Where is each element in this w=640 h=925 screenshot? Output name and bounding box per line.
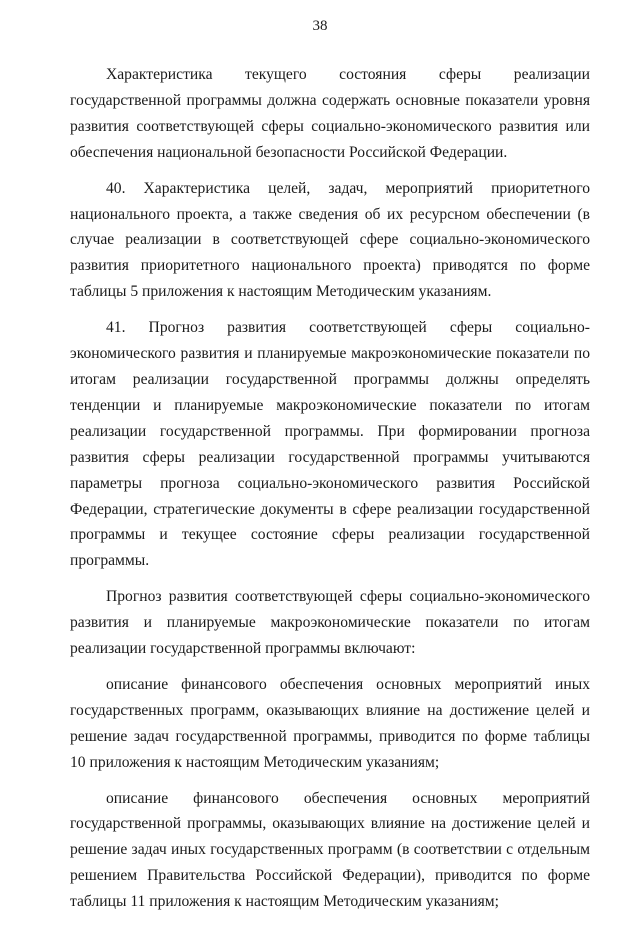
page-number: 38 <box>312 18 328 34</box>
paragraph-current-state: Характеристика текущего состояния сферы реализации государственной программы должна содержать основные показатели уровня развития соответствующей сферы социально-экономического развития или обеспечения национальной безопасности Российской Федерации. <box>70 66 590 161</box>
list-item-program-financing: описание финансового обеспечения основных мероприятий государственной программы, оказывающих влияние на достижение целей и решение задач иных государственных программ (в соответствии с отдельным решением Правительства Российской Федерации), приводится по форме таблицы 11 приложения к настоящим Методическим указаниям; <box>70 789 590 911</box>
paragraph-40: 40. Характеристика целей, задач, мероприятий приоритетного национального проекта, а также сведения об их ресурсном обеспечении (в случае реализации в соответствующей сфере социально-экономического развития приоритетного национального проекта) приводятся по форме таблицы 5 приложения к настоящим Методическим указаниям. <box>70 179 590 301</box>
document-body <box>70 62 590 925</box>
paragraph-41: 41. Прогноз развития соответствующей сферы социально-экономического развития и планируемые макроэкономические показатели по итогам реализации государственной программы должны определять тенденции и планируемые макроэкономические показатели по итогам реализации государственной программы. При формировании прогноза развития сферы реализации государственной программы учитываются параметры прогноза социально-экономического развития Российской Федерации, стратегические документы в сфере реализации государственной программы и текущее состояние сферы реализации государственной программы. <box>70 319 590 570</box>
paragraph-forecast-includes: Прогноз развития соответствующей сферы социально-экономического развития и планируемые макроэкономические показатели по итогам реализации государственной программы включают: <box>70 588 590 658</box>
list-item-other-programs-financing: описание финансового обеспечения основных мероприятий иных государственных программ, оказывающих влияние на достижение целей и решение задач государственной программы, приводится по форме таблицы 10 приложения к настоящим Методическим указаниям; <box>70 675 590 771</box>
